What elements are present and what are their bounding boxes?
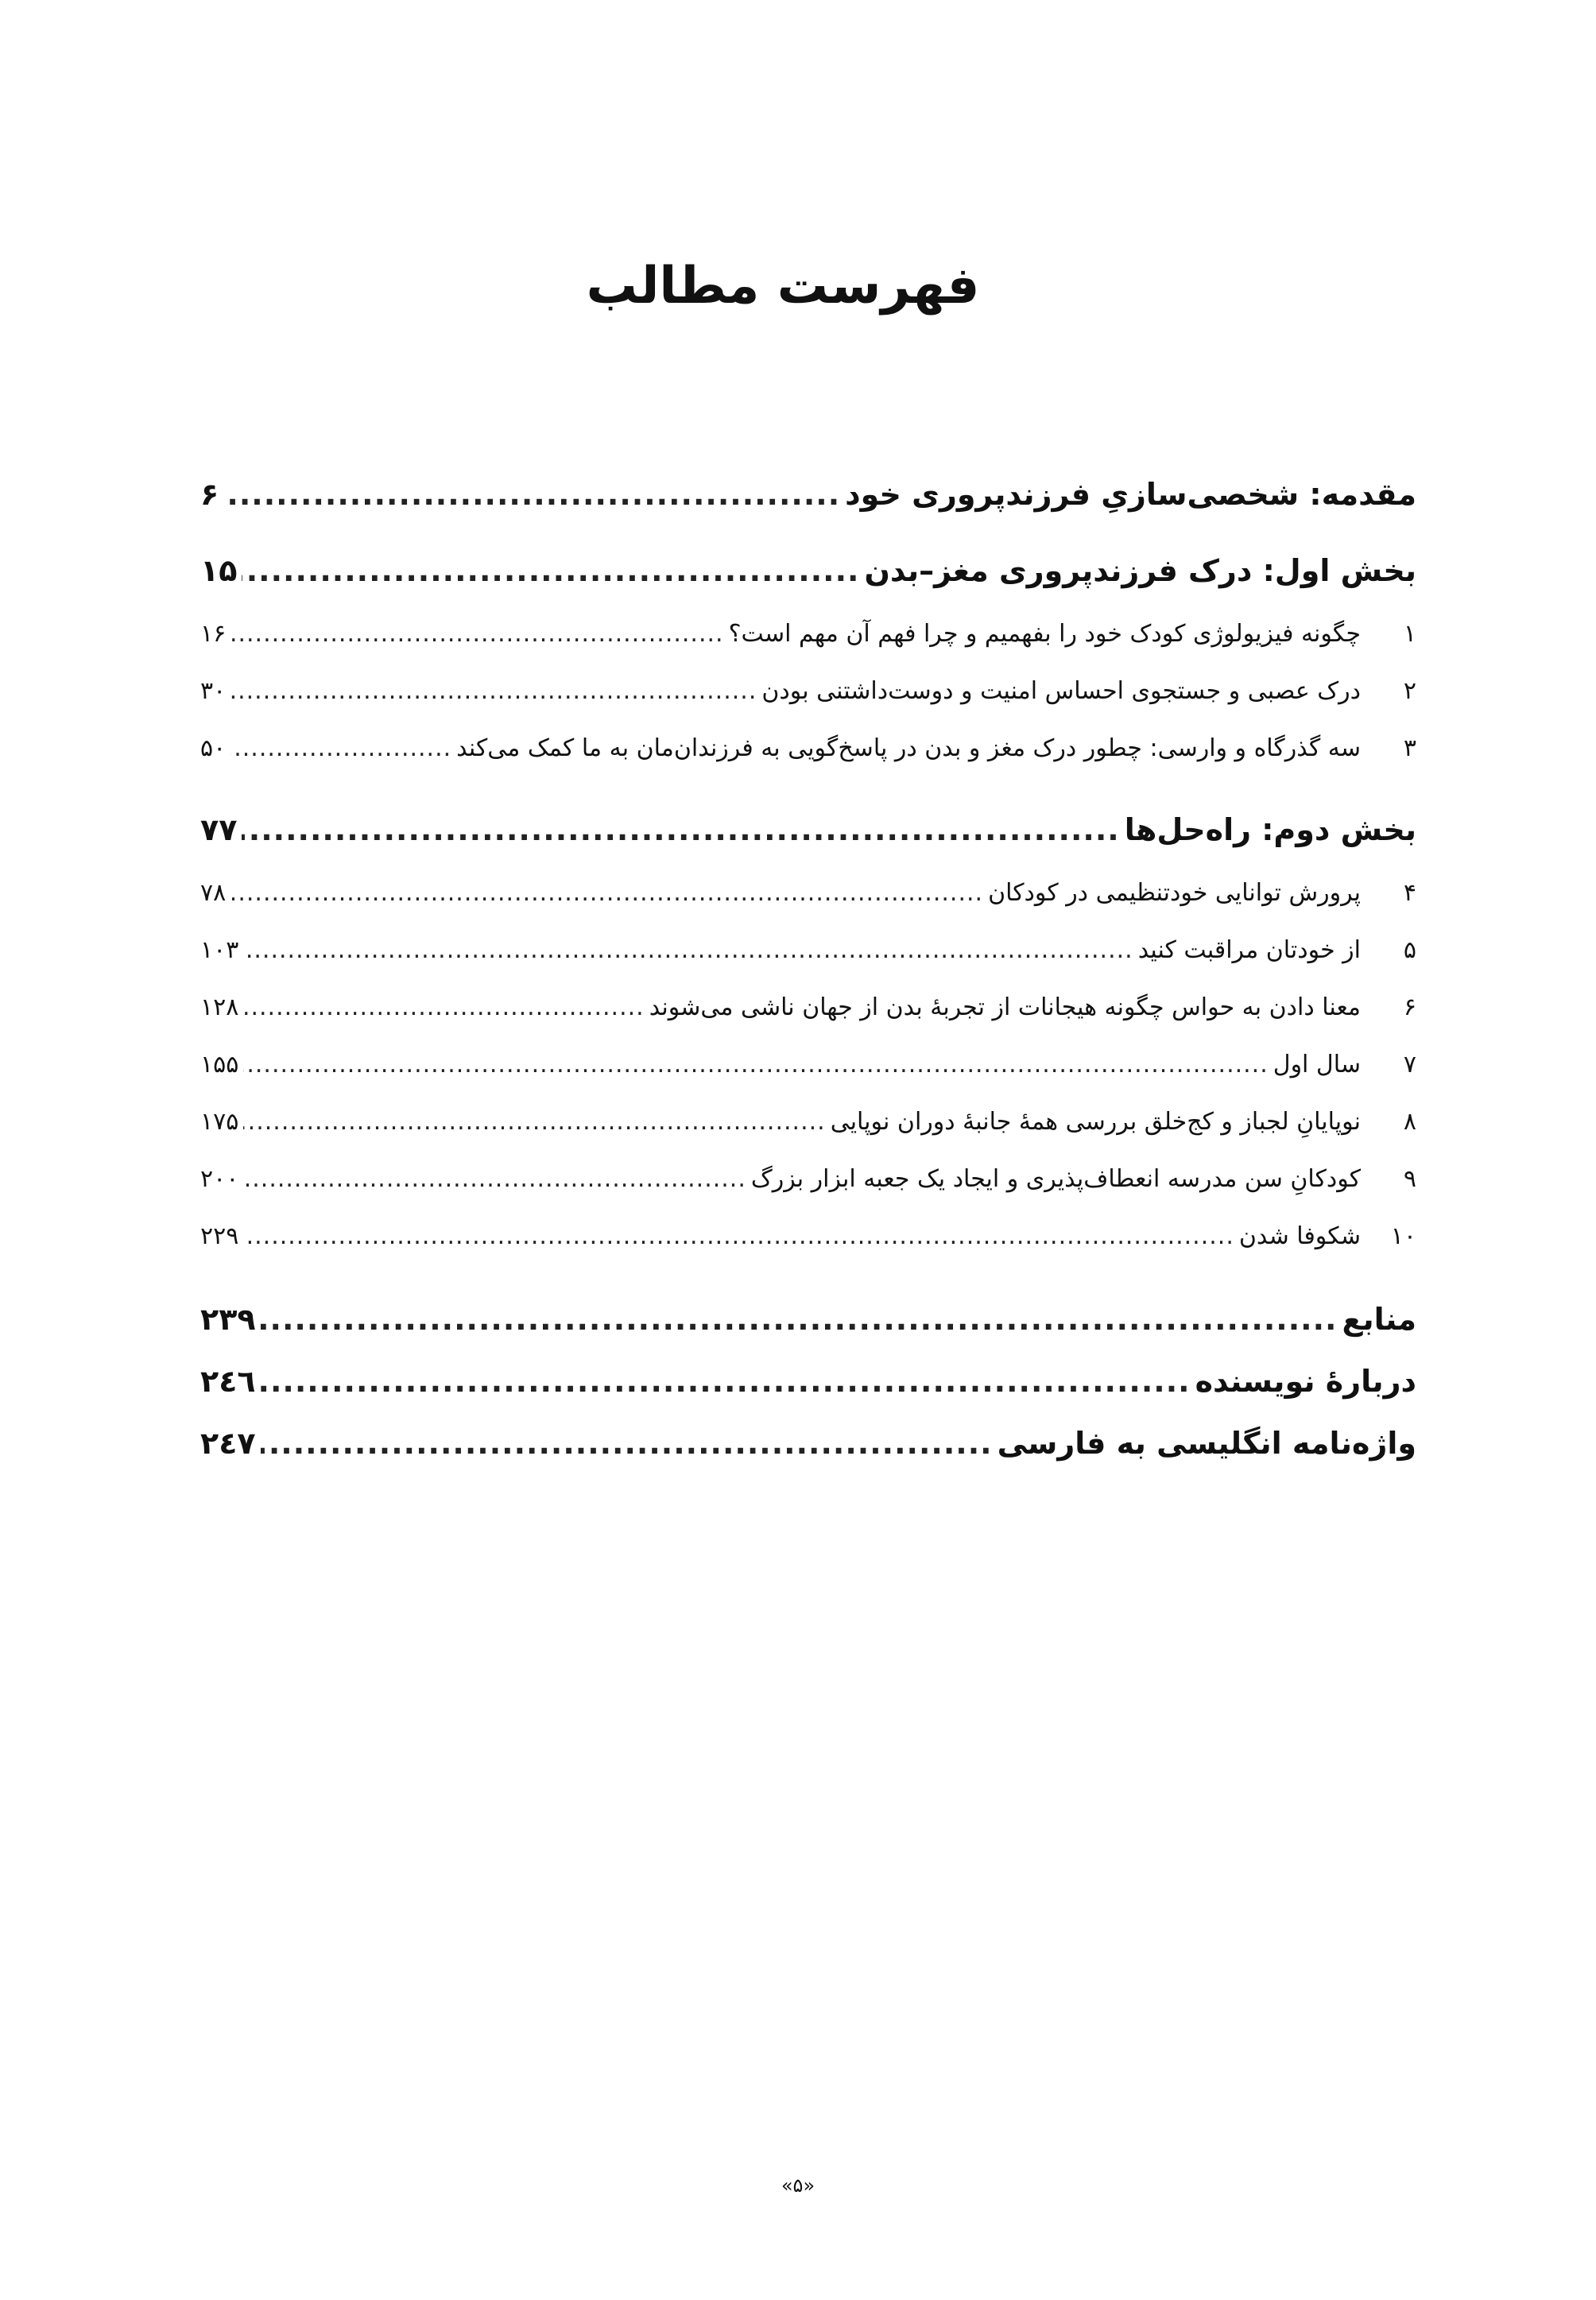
toc-entry-label: منابع bbox=[1342, 1302, 1416, 1337]
dot-leader bbox=[243, 993, 644, 1021]
toc-chapter-7[interactable] bbox=[200, 1051, 1416, 1108]
toc-entry-label: بخش اول: درک فرزندپروری مغز–بدن bbox=[864, 553, 1416, 588]
chapter-number: ۸ bbox=[1403, 1108, 1416, 1136]
dot-leader bbox=[243, 1222, 1234, 1250]
chapter-title: کودکانِ سن مدرسه انعطاف‌پذیری و ایجاد یک جعبه ابزار بزرگ bbox=[750, 1165, 1361, 1193]
chapter-title: نوپایانِ لجباز و کج‌خلق بررسی همهٔ جانبهٔ دوران نوپایی bbox=[830, 1108, 1361, 1136]
toc-chapter-10[interactable] bbox=[200, 1222, 1416, 1280]
dot-leader bbox=[223, 477, 840, 512]
chapter-number: ۳ bbox=[1403, 734, 1416, 762]
dot-leader bbox=[261, 1426, 993, 1461]
toc-chapter-3[interactable] bbox=[200, 734, 1416, 792]
table-of-contents bbox=[200, 477, 1416, 1488]
toc-entry-page: ۱۵ bbox=[200, 553, 238, 588]
toc-chapter-6[interactable] bbox=[200, 993, 1416, 1051]
chapter-title: سال اول bbox=[1273, 1051, 1361, 1078]
chapter-number: ۵ bbox=[1403, 936, 1416, 964]
dot-leader bbox=[230, 620, 723, 648]
chapter-title: سه گذرگاه و وارسی: چطور درک مغز و بدن در پاسخ‌گویی به فرزندان‌مان به ما کمک می‌کند bbox=[456, 734, 1361, 762]
toc-entry-label: واژه‌نامه انگلیسی به فارسی bbox=[997, 1426, 1416, 1461]
chapter-title: درک عصبی و جستجوی احساس امنیت و دوست‌داشتنی بودن bbox=[761, 677, 1361, 705]
chapter-page: ۱۵۵ bbox=[200, 1051, 239, 1078]
chapter-title: شکوفا شدن bbox=[1238, 1222, 1361, 1250]
page-number: «۵» bbox=[781, 2174, 815, 2197]
toc-entry-part-1[interactable] bbox=[200, 553, 1416, 609]
toc-entry-label: دربارهٔ نویسنده bbox=[1195, 1364, 1416, 1399]
chapter-page: ۱۲۸ bbox=[200, 993, 239, 1021]
toc-entry-page: ۲۳۹ bbox=[200, 1302, 256, 1337]
dot-leader bbox=[242, 812, 1119, 847]
toc-entry-intro[interactable] bbox=[200, 477, 1416, 532]
dot-leader bbox=[243, 1108, 825, 1136]
chapter-page: ۲۰۰ bbox=[200, 1165, 239, 1193]
toc-entry-part-2[interactable] bbox=[200, 812, 1416, 868]
chapter-number: ۶ bbox=[1403, 993, 1416, 1021]
toc-chapter-1[interactable] bbox=[200, 620, 1416, 677]
dot-leader bbox=[242, 553, 859, 588]
toc-chapter-9[interactable] bbox=[200, 1165, 1416, 1222]
toc-entry-about-author[interactable] bbox=[200, 1364, 1416, 1426]
chapter-page: ۱۷۵ bbox=[200, 1108, 239, 1136]
chapter-title: چگونه فیزیولوژی کودک خود را بفهمیم و چرا فهم آن مهم است؟ bbox=[728, 620, 1361, 648]
chapter-page: ۵۰ bbox=[200, 734, 227, 762]
toc-chapter-2[interactable] bbox=[200, 677, 1416, 734]
dot-leader bbox=[230, 734, 451, 762]
toc-entry-page: ۲٤٦ bbox=[200, 1364, 256, 1399]
chapter-number: ۷ bbox=[1403, 1051, 1416, 1078]
dot-leader bbox=[243, 1051, 1268, 1078]
toc-chapter-8[interactable] bbox=[200, 1108, 1416, 1165]
toc-chapter-5[interactable] bbox=[200, 936, 1416, 993]
dot-leader bbox=[243, 936, 1133, 964]
chapter-page: ۳۰ bbox=[200, 677, 227, 705]
chapter-page: ۱۰۳ bbox=[200, 936, 239, 964]
toc-entry-label: مقدمه: شخصی‌سازیِ فرزندپروری خود bbox=[845, 477, 1416, 512]
chapter-page: ۲۲۹ bbox=[200, 1222, 239, 1250]
toc-entry-sources[interactable] bbox=[200, 1302, 1416, 1364]
chapter-title: معنا دادن به حواس چگونه هیجانات از تجربهٔ بدن از جهان ناشی می‌شوند bbox=[649, 993, 1361, 1021]
chapter-title: از خودتان مراقبت کنید bbox=[1137, 936, 1361, 964]
dot-leader bbox=[230, 879, 983, 907]
chapter-number: ۲ bbox=[1403, 677, 1416, 705]
chapter-page: ۷۸ bbox=[200, 879, 227, 907]
chapter-number: ۱ bbox=[1403, 620, 1416, 648]
dot-leader bbox=[230, 677, 757, 705]
chapter-number: ۴ bbox=[1403, 879, 1416, 907]
chapter-page: ۱۶ bbox=[200, 620, 227, 648]
toc-entry-page: ۶ bbox=[200, 477, 219, 512]
toc-entry-glossary[interactable] bbox=[200, 1426, 1416, 1488]
dot-leader bbox=[261, 1364, 1191, 1399]
dot-leader bbox=[243, 1165, 746, 1193]
page-title: فهرست مطالب bbox=[586, 257, 980, 316]
chapter-title: پرورش توانایی خودتنظیمی در کودکان bbox=[988, 879, 1361, 907]
toc-entry-page: ۲٤۷ bbox=[200, 1426, 256, 1461]
toc-chapter-4[interactable] bbox=[200, 879, 1416, 936]
spacer bbox=[200, 1280, 1416, 1302]
chapter-number: ۱۰ bbox=[1390, 1222, 1416, 1250]
dot-leader bbox=[261, 1302, 1338, 1337]
chapter-number: ۹ bbox=[1403, 1165, 1416, 1193]
toc-entry-page: ۷۷ bbox=[200, 812, 238, 847]
toc-entry-label: بخش دوم: راه‌حل‌ها bbox=[1124, 812, 1416, 847]
